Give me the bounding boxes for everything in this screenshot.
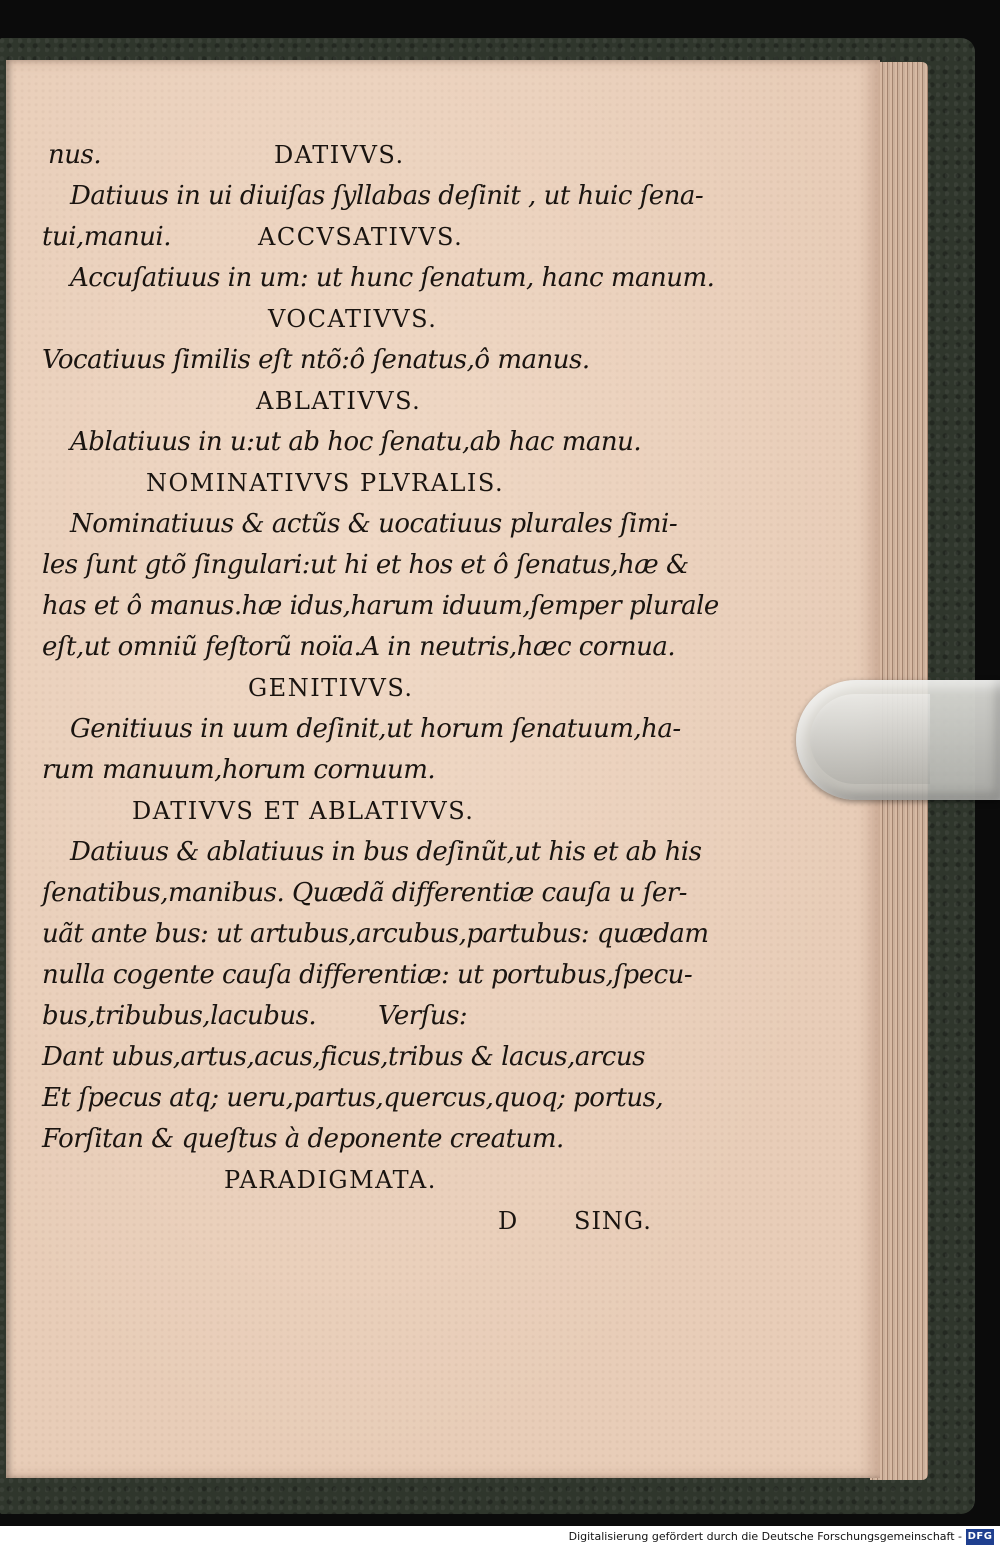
heading-ablativus: ABLATIVVS.: [256, 387, 422, 415]
text-line: eſt,ut omniũ feſtorũ noïa.A in neutris,hæc cornua.: [42, 632, 676, 662]
text-line: uãt ante bus: ut artubus,arcubus,partubus: quædam: [42, 919, 709, 949]
heading-dativus-ablativus: DATIVVS ET ABLATIVVS.: [132, 797, 475, 825]
text-line: Forſitan & queſtus à deponente creatum.: [42, 1124, 564, 1154]
text-line: Verſus:: [378, 1001, 468, 1031]
text-line: Nominatiuus & actũs & uocatiuus plurales ſimi-: [70, 509, 678, 539]
credit-bar: [0, 1526, 1000, 1549]
text-line: Genitiuus in uum deſinit,ut horum ſenatuum,ha-: [70, 714, 681, 744]
text-line: has et ô manus.hæ idus,harum iduum,ſemper plurale: [42, 591, 719, 621]
text-line: Dant ubus,artus,acus,ficus,tribus & lacus,arcus: [42, 1042, 645, 1072]
text-line: les ſunt gtõ ſingulari:ut hi et hos et ô ſenatus,hæ &: [42, 550, 689, 580]
text-line: bus,tribubus,lacubus.: [42, 1001, 317, 1031]
heading-paradigmata: PARADIGMATA.: [224, 1166, 437, 1194]
text-line: nus.: [48, 140, 102, 170]
catchword: SING.: [574, 1207, 652, 1235]
heading-genitivus: GENITIVVS.: [248, 674, 414, 702]
text-line: Datiuus in ui diuiſas ſyllabas deſinit , ut huic ſena-: [70, 181, 704, 211]
heading-accusativus: ACCVSATIVVS.: [258, 223, 464, 251]
heading-vocativus: VOCATIVVS.: [268, 305, 438, 333]
text-line: Vocatiuus ſimilis eſt ntõ:ô ſenatus,ô manus.: [42, 345, 590, 375]
heading-dativus: DATIVVS.: [274, 141, 405, 169]
signature-mark: D: [498, 1207, 519, 1235]
text-line: rum manuum,horum cornuum.: [42, 755, 436, 785]
text-line: Et ſpecus atq; ueru,partus,quercus,quoq; portus,: [42, 1083, 664, 1113]
dfg-logo-icon: DFG: [966, 1529, 994, 1545]
text-line: Datiuus & ablatiuus in bus deſinũt,ut his et ab his: [70, 837, 702, 867]
plexiglass-page-clamp: [796, 680, 1000, 800]
text-line: tui,manui.: [42, 222, 171, 252]
text-line: Ablatiuus in u:ut ab hoc ſenatu,ab hac manu.: [70, 427, 642, 457]
clamp-highlight: [810, 694, 930, 784]
text-line: ſenatibus,manibus. Quædã differentiæ cauſa u ſer-: [42, 878, 687, 908]
credit-text: Digitalisierung gefördert durch die Deutsche Forschungsgemeinschaft -: [568, 1530, 962, 1543]
book-page: [6, 60, 880, 1478]
text-line: nulla cogente cauſa differentiæ: ut portubus,ſpecu-: [42, 960, 693, 990]
heading-nominativus-pluralis: NOMINATIVVS PLVRALIS.: [146, 469, 505, 497]
text-line: Accuſatiuus in um: ut hunc ſenatum, hanc manum.: [70, 263, 715, 293]
